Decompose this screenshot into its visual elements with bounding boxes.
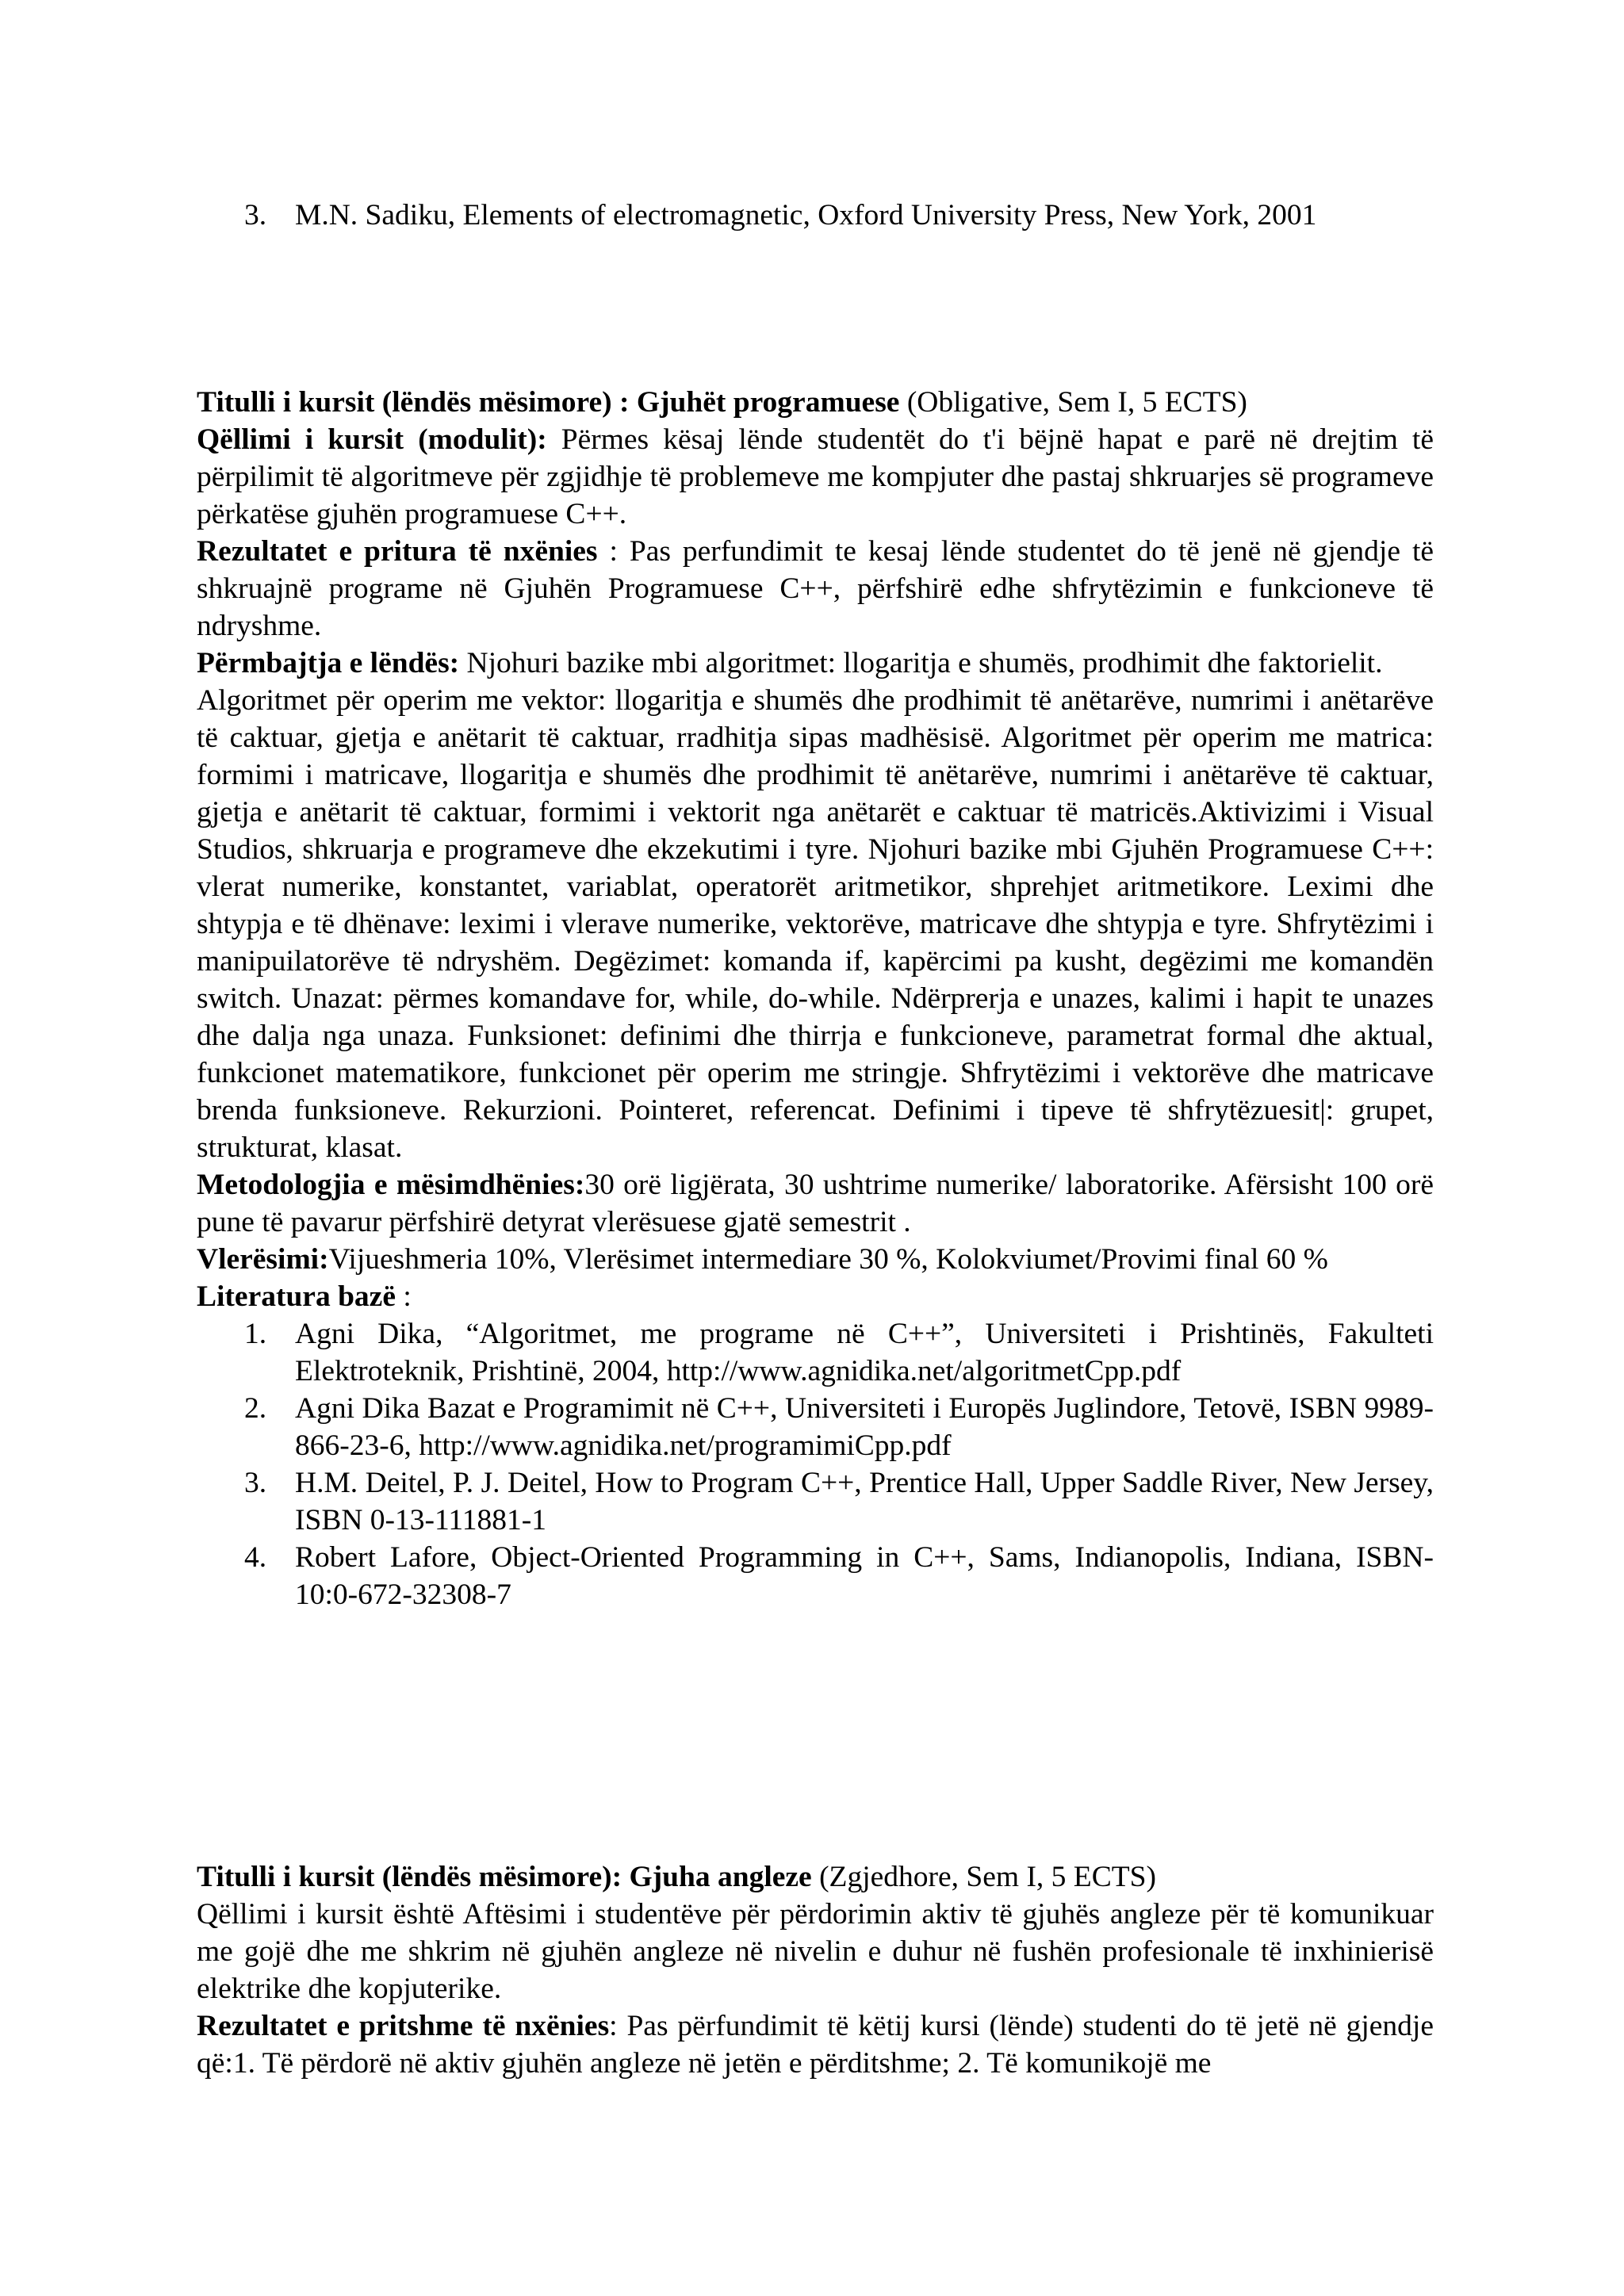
- list-item: 1. Agni Dika, “Algoritmet, me programe në C++”, Universiteti i Prishtinës, Fakulteti Elektroteknik, Prishtinë, 2004, http://www.agnidika.net/algoritmetCpp.pdf: [244, 1318, 1434, 1387]
- course-methodology: Metodologjia e mësimdhënies:30 orë ligjërata, 30 ushtrime numerike/ laboratorike. Afërsisht 100 orë pune të pavarur përfshirë detyrat vlerësuese gjatë semestrit .: [197, 1169, 1434, 1238]
- course-goal: Qëllimi i kursit është Aftësimi i studentëve për përdorimin aktiv të gjuhës angleze për të komunikuar me gojë dhe me shkrim në gjuhën angleze në nivelin e duhur në fushën profesionale të inxhinierisë elektrike dhe kopjuterike.: [197, 1898, 1434, 2005]
- item-number: 3.: [244, 199, 267, 232]
- literature-heading: Literatura bazë :: [197, 1280, 412, 1313]
- literature-list: [244, 1315, 1434, 1613]
- list-item: 2. Agni Dika Bazat e Programimit në C++, Universiteti i Europës Juglindore, Tetovë, ISBN 9989-866-23-6, http://www.agnidika.net/programimiCpp.pdf: [244, 1392, 1434, 1462]
- course-section-programming: [197, 384, 1434, 1613]
- top-reference: [197, 197, 1434, 234]
- list-item: 4. Robert Lafore, Object-Oriented Programming in C++, Sams, Indianopolis, Indiana, ISBN-10:0-672-32308-7: [244, 1541, 1434, 1611]
- list-item: 3. H.M. Deitel, P. J. Deitel, How to Program C++, Prentice Hall, Upper Saddle River, New Jersey, ISBN 0-13-111881-1: [244, 1467, 1434, 1536]
- list-item: [244, 197, 1434, 234]
- course-results: Rezultatet e pritshme të nxënies: Pas përfundimit të këtij kursi (lënde) studenti do të jetë në gjendje që:1. Të përdorë në aktiv gjuhën angleze në jetën e përditshme; 2. Të komunikojë me: [197, 2010, 1434, 2080]
- course-section-english: [197, 1858, 1434, 2082]
- course-evaluation: Vlerësimi:Vijueshmeria 10%, Vlerësimet intermediare 30 %, Kolokviumet/Provimi final 60 %: [197, 1243, 1328, 1276]
- course-content: Përmbajtja e lëndës: Njohuri bazike mbi algoritmet: llogaritja e shumës, prodhimit dhe faktorielit.: [197, 647, 1383, 679]
- course-results: Rezultatet e pritura të nxënies : Pas perfundimit te kesaj lënde studentet do të jenë në gjendje të shkruajnë programe në Gjuhën Programuese C++, përfshirë edhe shfrytëzimin e funkcioneve të ndryshme.: [197, 535, 1434, 642]
- course-title: Titulli i kursit (lëndës mësimore) : Gjuhët programuese (Obligative, Sem I, 5 ECTS): [197, 386, 1247, 419]
- course-title: Titulli i kursit (lëndës mësimore): Gjuha angleze (Zgjedhore, Sem I, 5 ECTS): [197, 1861, 1156, 1893]
- item-text: M.N. Sadiku, Elements of electromagnetic, Oxford University Press, New York, 2001: [295, 199, 1317, 232]
- course-content-body: Algoritmet për operim me vektor: llogaritja e shumës dhe prodhimit të anëtarëve, numrimi i anëtarëve të caktuar, gjetja e anëtarit të caktuar, rradhitja sipas madhësisë. Algoritmet për operim me matrica: formimi i matricave, llogaritja e shumës dhe prodhimit të anëtarëve, numrimi i anëtarëve të caktuar, gjetja e anëtarit të caktuar, formimi i vektorit nga anëtarët e caktuar të matricës.Aktivizimi i Visual Studios, shkruarja e programeve dhe ekzekutimi i tyre. Njohuri bazike mbi Gjuhën Programuese C++: vlerat numerike, konstantet, variablat, operatorët aritmetikor, shprehjet aritmetikore. Leximi dhe shtypja e të dhënave: leximi i vlerave numerike, vektorëve, matricave dhe shtypja e tyre. Shfrytëzimi i manipuilatorëve të ndryshëm. Degëzimet: komanda if, kapërcimi pa kusht, degëzimi me komandën switch. Unazat: përmes komandave for, while, do-while. Ndërprerja e unazes, kalimi i hapit te unazes dhe dalja nga unaza. Funksionet: definimi dhe thirrja e funkcioneve, parametrat formal dhe aktual, funkcionet matematikore, funkcionet për operim me stringje. Shfrytëzimi i vektorëve dhe matricave brenda funksioneve. Rekurzioni. Pointeret, referencat. Definimi i tipeve të shfrytëzuesit|: grupet, strukturat, klasat.: [197, 684, 1434, 1164]
- course-goal: Qëllimi i kursit (modulit): Përmes kësaj lënde studentët do t'i bëjnë hapat e parë në drejtim të përpilimit të algoritmeve për zgjidhje të problemeve me kompjuter dhe pastaj shkruarjes së programeve përkatëse gjuhën programuese C++.: [197, 423, 1434, 530]
